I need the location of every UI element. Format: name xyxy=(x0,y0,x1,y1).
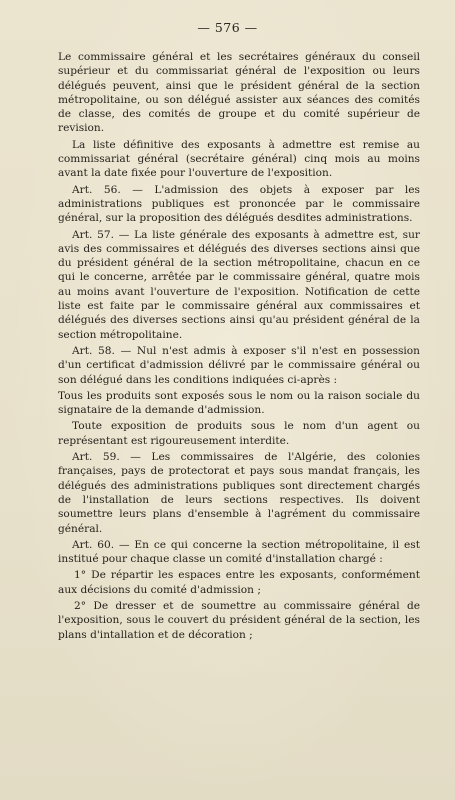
paragraph-commissaire: Le commissaire général et les secrétaires généraux du conseil supérieur et du commissariat général de l'exposition ou leurs délégués peuvent, ainsi que le président général de la section métropolitaine, ou son délégué assister aux séances des comités de classe, des comités de groupe et du comité supérieur de revision. xyxy=(58,51,420,135)
paragraph-liste-definitive: La liste définitive des exposants à admettre est remise au commissariat général (secrétaire général) cinq mois au moins avant la date fixée pour l'ouverture de l'exposition. xyxy=(58,138,420,180)
paragraph-art-59: Art. 59. — Les commissaires de l'Algérie, des colonies françaises, pays de protectorat et pays sous mandat français, les délégués des administrations publiques sont directement chargés de l'installation de leurs sections respectives. Ils doivent soumettre leurs plans d'ensemble à l'agrément du commissaire général. xyxy=(58,451,420,535)
paragraph-art-58: Art. 58. — Nul n'est admis à exposer s'il n'est en possession d'un certificat d'admission délivré par le commissaire général ou son délégué dans les conditions indiquées ci-après : xyxy=(58,344,420,386)
paragraph-item-2: 2° De dresser et de soumettre au commissaire général de l'exposition, sous le couvert du président général de la section, les plans d'intallation et de décoration ; xyxy=(58,599,420,641)
paragraph-item-1: 1° De répartir les espaces entre les exposants, conformément aux décisions du comité d'admission ; xyxy=(58,569,420,596)
paragraph-art-60: Art. 60. — En ce qui concerne la section métropolitaine, il est institué pour chaque classe un comité d'installation chargé : xyxy=(58,538,420,566)
paragraph-art-57: Art. 57. — La liste générale des exposants à admettre est, sur avis des commissaires et délégués des diverses sections ainsi que du président général de la section métropolitaine, chacun en ce qui le concerne, arrêtée par le commissaire général, quatre mois au moins avant l'ouverture de l'exposition. Notification de cette liste est faite par le commissaire général aux commissaires et délégués des diverses sections ainsi qu'au président général de la section métropolitaine. xyxy=(58,228,420,341)
body-text xyxy=(58,50,420,644)
paragraph-tous-les-produits: Tous les produits sont exposés sous le nom ou la raison sociale du signataire de la demande d'admission. xyxy=(58,389,420,417)
page-number: — 576 — xyxy=(197,20,258,35)
paragraph-toute-exposition: Toute exposition de produits sous le nom d'un agent ou représentant est rigoureusement interdite. xyxy=(58,420,420,447)
paragraph-art-56: Art. 56. — L'admission des objets à exposer par les administrations publiques est prononcée par le commissaire général, sur la proposition des délégués desdites administrations. xyxy=(58,183,420,225)
